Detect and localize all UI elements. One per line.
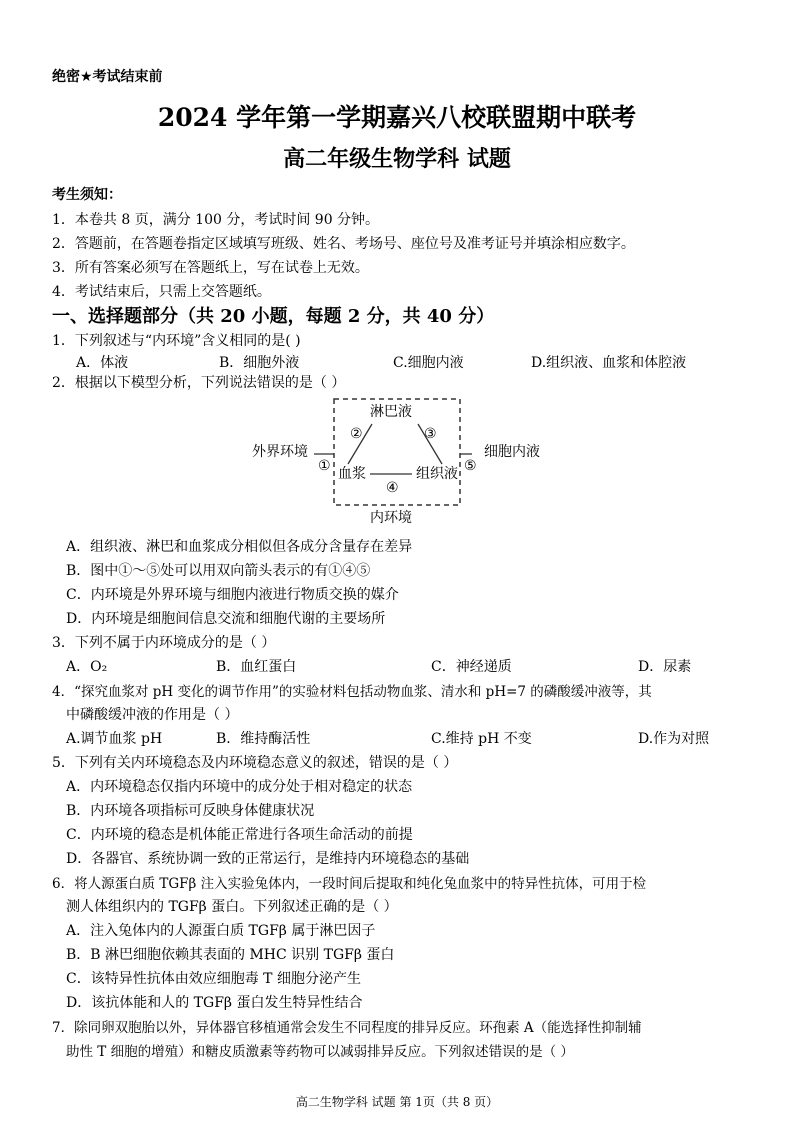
q2-option-d: D．内环境是细胞间信息交流和细胞代谢的主要场所 bbox=[66, 611, 386, 627]
q1-option-d: D.组织液、血浆和体腔液 bbox=[531, 355, 687, 371]
exam-subtitle: 高二年级生物学科 试题 bbox=[283, 146, 511, 172]
arrow-5-number: ⑤ bbox=[464, 458, 477, 474]
q3-option-a: A．O₂ bbox=[66, 659, 108, 675]
cell-label: 细胞内液 bbox=[484, 444, 540, 460]
tissue-label: 组织液 bbox=[416, 466, 458, 482]
q3-option-c: C．神经递质 bbox=[431, 659, 512, 675]
q6-option-d: D．该抗体能和人的 TGFβ 蛋白发生特异性结合 bbox=[66, 995, 363, 1011]
question-3-stem: 3．下列不属于内环境成分的是（ ） bbox=[52, 635, 276, 651]
question-6-stem: 6．将人源蛋白质 TGFβ 注入实验兔体内，一段时间后提取和纯化兔血浆中的特异性抗体，可用于检 bbox=[52, 876, 647, 892]
q1-option-c: C.细胞内液 bbox=[393, 355, 464, 371]
notice-heading: 考生须知： bbox=[52, 187, 122, 203]
q5-option-c: C．内环境的稳态是机体能正常进行各项生命活动的前提 bbox=[66, 827, 413, 843]
q1-option-a: A．体液 bbox=[76, 355, 129, 371]
lymph-label: 淋巴液 bbox=[370, 404, 412, 420]
question-6-stem-cont: 测人体组织内的 TGFβ 蛋白。下列叙述正确的是（ ） bbox=[66, 899, 398, 915]
arrow-4-number: ④ bbox=[386, 480, 399, 496]
notice-item: 2．答题前，在答题卷指定区域填写班级、姓名、考场号、座位号及准考证号并填涂相应数字。 bbox=[52, 236, 635, 252]
arrow-2-number: ② bbox=[350, 426, 363, 442]
notice-item: 3．所有答案必须写在答题纸上，写在试卷上无效。 bbox=[52, 260, 369, 276]
question-7-stem-cont: 助性 T 细胞的增殖）和糖皮质激素等药物可以减弱排异反应。下列叙述错误的是（ ） bbox=[66, 1044, 574, 1060]
q5-option-b: B．内环境各项指标可反映身体健康状况 bbox=[66, 803, 315, 819]
page-footer: 高二生物学科 试题 第 1页（共 8 页） bbox=[295, 1095, 499, 1109]
q1-option-b: B．细胞外液 bbox=[219, 355, 300, 371]
question-7-stem: 7．除同卵双胞胎以外，异体器官移植通常会发生不同程度的排异反应。环孢素 A（能选择性抑制辅 bbox=[52, 1020, 642, 1036]
outside-label: 外界环境 bbox=[252, 444, 308, 460]
plasma-label: 血浆 bbox=[338, 466, 366, 482]
question-4-stem-cont: 中磷酸缓冲液的作用是（ ） bbox=[66, 707, 239, 723]
notice-item: 1．本卷共 8 页，满分 100 分，考试时间 90 分钟。 bbox=[52, 212, 380, 228]
question-4-stem: 4．“探究血浆对 pH 变化的调节作用”的实验材料包括动物血浆、清水和 pH=7 的磷酸缓冲液等，其 bbox=[52, 684, 652, 700]
q4-option-c: C.维持 pH 不变 bbox=[431, 731, 532, 747]
q4-option-b: B．维持酶活性 bbox=[216, 731, 311, 747]
exam-title: 2024 学年第一学期嘉兴八校联盟期中联考 bbox=[157, 103, 637, 132]
q4-option-a: A.调节血浆 pH bbox=[66, 731, 163, 747]
question-1-stem: 1．下列叙述与“内环境”含义相同的是( ) bbox=[52, 333, 301, 349]
arrow-3-number: ③ bbox=[424, 426, 437, 442]
question-5-stem: 5．下列有关内环境稳态及内环境稳态意义的叙述，错误的是（ ） bbox=[52, 755, 458, 771]
q3-option-b: B．血红蛋白 bbox=[216, 659, 297, 675]
env-label: 内环境 bbox=[370, 510, 412, 526]
q3-option-d: D．尿素 bbox=[638, 659, 692, 675]
question-2-stem: 2．根据以下模型分析，下列说法错误的是（ ） bbox=[52, 375, 346, 391]
q6-option-b: B．B 淋巴细胞依赖其表面的 MHC 识别 TGFβ 蛋白 bbox=[66, 947, 395, 963]
internal-environment-diagram bbox=[240, 392, 560, 530]
arrow-1-number: ① bbox=[318, 458, 331, 474]
q2-option-b: B．图中①～⑤处可以用双向箭头表示的有①④⑤ bbox=[66, 563, 371, 579]
section-title: 一、选择题部分（共 20 小题，每题 2 分，共 40 分） bbox=[52, 306, 495, 327]
q5-option-d: D．各器官、系统协调一致的正常运行，是维持内环境稳态的基础 bbox=[66, 851, 470, 867]
q6-option-a: A．注入兔体内的人源蛋白质 TGFβ 属于淋巴因子 bbox=[66, 923, 376, 939]
secret-label: 绝密★考试结束前 bbox=[52, 69, 163, 85]
q5-option-a: A．内环境稳态仅指内环境中的成分处于相对稳定的状态 bbox=[66, 779, 413, 795]
q6-option-c: C．该特异性抗体由效应细胞毒 T 细胞分泌产生 bbox=[66, 971, 361, 987]
q4-option-d: D.作为对照 bbox=[638, 731, 710, 747]
q2-option-c: C．内环境是外界环境与细胞内液进行物质交换的媒介 bbox=[66, 587, 399, 603]
q2-option-a: A．组织液、淋巴和血浆成分相似但各成分含量存在差异 bbox=[66, 539, 413, 555]
notice-item: 4．考试结束后，只需上交答题纸。 bbox=[52, 284, 271, 300]
